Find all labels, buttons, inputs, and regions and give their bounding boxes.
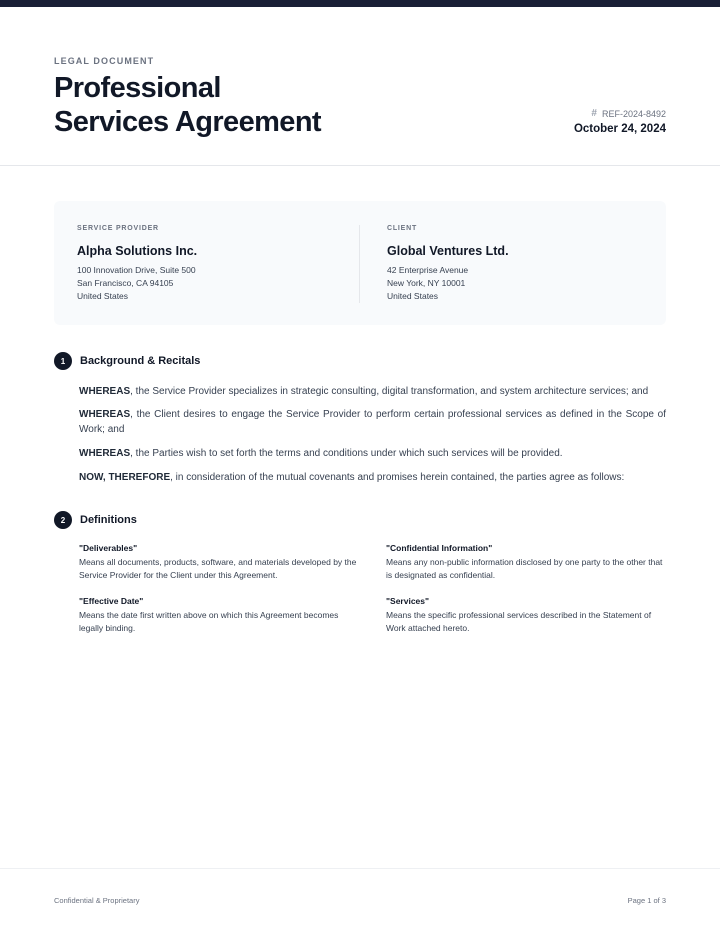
definition-item bbox=[386, 543, 664, 582]
page-title bbox=[54, 71, 321, 139]
hash-icon: # bbox=[591, 108, 597, 119]
provider-name: Alpha Solutions Inc. bbox=[77, 244, 198, 258]
recital-lead: WHEREAS bbox=[79, 448, 131, 459]
definition-description: Means any non-public information disclosed by one party to the other that is designated as confidential. bbox=[386, 557, 663, 580]
section-heading-recitals bbox=[54, 352, 200, 370]
provider-label: SERVICE PROVIDER bbox=[77, 225, 159, 232]
recital-paragraph bbox=[79, 470, 666, 485]
client-name: Global Ventures Ltd. bbox=[387, 244, 509, 258]
page-number: Page 1 of 3 bbox=[627, 896, 666, 905]
recital-paragraph bbox=[79, 446, 666, 461]
title-line-2: Services Agreement bbox=[54, 106, 321, 138]
definition-term: "Confidential Information" bbox=[386, 543, 493, 553]
definition-description: Means the date first written above on which this Agreement becomes legally binding. bbox=[79, 610, 339, 633]
recital-paragraph bbox=[79, 384, 666, 399]
definition-term: "Services" bbox=[386, 596, 430, 606]
section-number-badge: 2 bbox=[54, 511, 72, 529]
reference-text: REF-2024-8492 bbox=[601, 108, 666, 119]
definition-term: "Effective Date" bbox=[79, 596, 144, 606]
recital-text: , the Service Provider specializes in strategic consulting, digital transformation, and system architecture services; and bbox=[130, 386, 649, 397]
provider-address-line: 100 Innovation Drive, Suite 500 bbox=[77, 265, 196, 275]
section-heading-definitions bbox=[54, 511, 137, 529]
title-line-1: Professional bbox=[54, 72, 221, 104]
client-address-line: United States bbox=[387, 291, 439, 301]
definition-item bbox=[79, 543, 357, 582]
provider-address-line: San Francisco, CA 94105 bbox=[77, 278, 174, 288]
document-type-label: LEGAL DOCUMENT bbox=[54, 56, 155, 66]
reference-number bbox=[591, 108, 666, 119]
recital-text: , in consideration of the mutual covenants and promises herein contained, the parties agree as follows: bbox=[170, 472, 625, 483]
confidentiality-note: Confidential & Proprietary bbox=[54, 896, 140, 905]
parties-panel bbox=[54, 201, 666, 325]
recital-lead: WHEREAS bbox=[79, 409, 131, 420]
section-title: Definitions bbox=[80, 514, 137, 526]
section-title: Background & Recitals bbox=[80, 355, 201, 367]
top-accent-bar bbox=[0, 0, 720, 7]
recital-lead: WHEREAS bbox=[79, 386, 131, 397]
document-date: October 24, 2024 bbox=[573, 123, 666, 135]
recital-paragraph bbox=[79, 407, 666, 437]
provider-block bbox=[77, 201, 347, 325]
provider-address-line: United States bbox=[77, 291, 129, 301]
parties-divider bbox=[359, 225, 360, 303]
client-address bbox=[387, 264, 468, 303]
client-address-line: 42 Enterprise Avenue bbox=[387, 265, 469, 275]
recital-text: , the Parties wish to set forth the terms and conditions under which such services will be provided. bbox=[130, 448, 563, 459]
document-header bbox=[0, 7, 720, 166]
definition-item bbox=[386, 596, 664, 635]
section-number-badge: 1 bbox=[54, 352, 72, 370]
client-label: CLIENT bbox=[387, 225, 418, 232]
recital-text: , the Client desires to engage the Service Provider to perform certain professional services as defined in the Scope of Work; and bbox=[79, 409, 666, 435]
client-block bbox=[387, 201, 657, 325]
recital-lead: NOW, THEREFORE bbox=[79, 472, 171, 483]
page-footer bbox=[0, 868, 720, 933]
definition-description: Means all documents, products, software, and materials developed by the Service Provider for the Client under this Agreement. bbox=[79, 557, 357, 580]
provider-address bbox=[77, 264, 196, 303]
definition-item bbox=[79, 596, 357, 635]
client-address-line: New York, NY 10001 bbox=[387, 278, 466, 288]
definition-term: "Deliverables" bbox=[79, 543, 138, 553]
definition-description: Means the specific professional services described in the Statement of Work attached hereto. bbox=[386, 610, 652, 633]
